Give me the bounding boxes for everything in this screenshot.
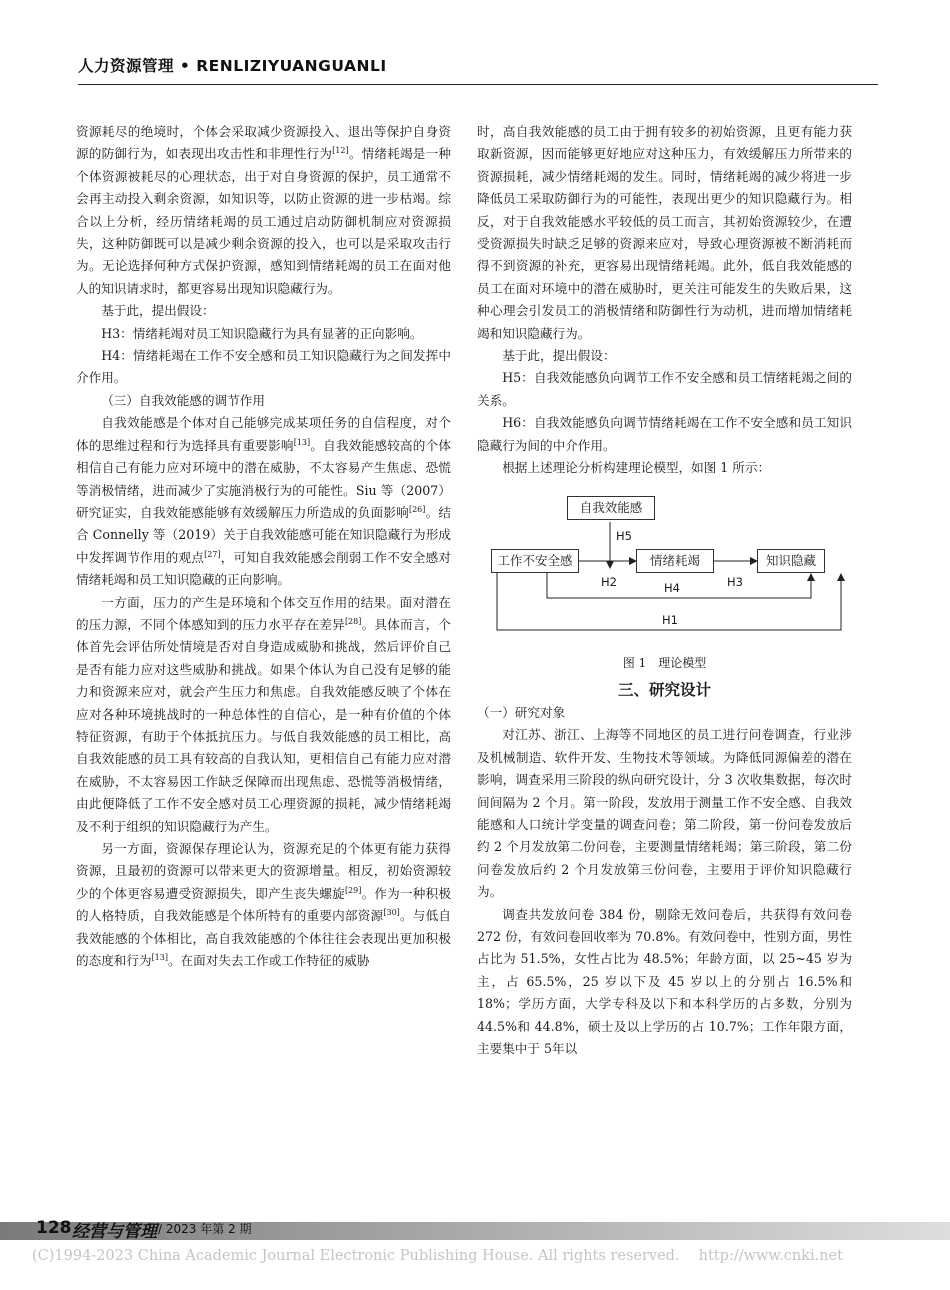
journal-name: 经营与管理: [72, 1222, 157, 1242]
node-job-insecurity: 工作不安全感: [491, 549, 579, 573]
hypothesis-h5: H5：自我效能感负向调节工作不安全感和员工情绪耗竭之间的关系。: [477, 370, 852, 408]
text: 。与低自我效能感的个体相比，高自我效能感的个体往往会表现出更加积极的态度和行为: [76, 908, 451, 969]
text: 。作为一种积极的人格特质，自我效能感是个体所特有的重要内部资源: [76, 885, 451, 924]
label-h1: H1: [662, 612, 678, 627]
label-h5: H5: [616, 528, 632, 543]
subsection-heading: （三）自我效能感的调节作用: [101, 392, 265, 408]
label-h3: H3: [727, 574, 743, 589]
text: 自我效能感是个体对自己能够完成某项任务的自信程度，对个体的思维过程和行为选择具有重要影响: [76, 415, 451, 453]
text: 资源耗尽的绝境时，个体会采取减少资源投入、退出等保护自身资源的防御行为，如表现出攻击性和非理性行为: [76, 124, 451, 162]
paragraph: [76, 412, 451, 591]
citation: [27]: [204, 549, 221, 559]
paragraph: 对江苏、浙江、上海等不同地区的员工进行问卷调查，行业涉及机械制造、软件开发、生物技术等领域。为降低同源偏差的潜在影响，调查采用三阶段的纵向研究设计，分 3 次收集数据，每次时间间隔为 2 个月。第一阶段，发放用于测量工作不安全感、自我效能感和人口统计学变量的调查问卷；第二阶段，第一份问卷发放后约 2 个月发放第二份问卷，主要测量情绪耗竭；第三阶段，第二份问卷发放后约 2 个月发放第三份问卷，主要用于评价知识隐藏行为。: [477, 727, 852, 900]
label-h4: H4: [664, 580, 680, 595]
citation: [28]: [344, 616, 362, 626]
page-footer: [0, 1218, 950, 1290]
theory-model-figure: [477, 486, 852, 646]
text: 另一方面，资源保存理论认为，资源充足的个体更有能力获得资源，且最初的资源可以带来更大的资源增量。相反，初始资源较少的个体更容易遭受资源损失，即产生丧失螺旋: [76, 841, 451, 901]
text: 。情绪耗竭是一种个体资源被耗尽的心理状态，出于对自身资源的保护，员工通常不会再主动投入剩余资源，如知识等，以防止资源的进一步枯竭。综合以上分析，经历情绪耗竭的员工通过启动防御机制应对资源损失，这种防御既可以是减少剩余资源的投入，也可以是采取攻击行为。无论选择何种方式保护资源，感知到情绪耗竭的员工在面对他人的知识请求时，都更容易出现知识隐藏行为。: [76, 146, 451, 296]
text: ，可知自我效能感会削弱工作不安全感对情绪耗竭和员工知识隐藏的正向影响。: [76, 549, 451, 588]
paragraph: 基于此，提出假设：: [502, 348, 616, 364]
label-h2: H2: [601, 574, 617, 589]
node-emotional-exhaustion: 情绪耗竭: [636, 549, 714, 573]
left-column: [76, 121, 451, 1191]
figure-caption: 图 1 理论模型: [622, 655, 707, 670]
hypothesis-h3: H3：情绪耗竭对员工知识隐藏行为具有显著的正向影响。: [101, 325, 423, 341]
node-knowledge-hiding: 知识隐藏: [757, 549, 825, 573]
issue-info: / 2023 年第 2 期: [158, 1222, 252, 1236]
paragraph: [76, 592, 451, 838]
section-heading: 三、研究设计: [617, 680, 711, 699]
paragraph: 基于此，提出假设：: [101, 303, 215, 319]
running-header: [78, 54, 878, 82]
citation: [29]: [344, 885, 362, 895]
paragraph: [76, 838, 451, 972]
citation: [12]: [332, 146, 349, 156]
running-header-title: 人力资源管理 • RENLIZIYUANGUANLI: [78, 57, 387, 75]
citation: [30]: [383, 908, 400, 918]
paragraph: 根据上述理论分析构建理论模型，如图 1 所示：: [502, 460, 771, 476]
paragraph: [76, 121, 451, 300]
text: 。结合 Connelly 等（2019）关于自我效能感可能在知识隐藏行为形成中发挥调节作用的观点: [76, 504, 451, 565]
citation: [26]: [408, 504, 426, 514]
paragraph: 调查共发放问卷 384 份，剔除无效问卷后，共获得有效问卷 272 份，有效问卷回收率为 70.8%。有效问卷中，性别方面，男性占比为 51.5%，女性占比为 48.5%；年龄方面，以 25~45 岁为主，占 65.5%，25 岁以下及 45 岁以上的分别占 16.5%和 18%；学历方面，大学专科及以下和本科学历的占多数，分别为 44.5%和 44.8%，硕士及以上学历的占 10.7%；工作年限方面，主要集中于 5年以: [477, 906, 852, 1056]
paragraph: 时，高自我效能感的员工由于拥有较多的初始资源，且更有能力获取新资源，因而能够更好地应对这种压力，有效缓解压力所带来的资源损耗，减少情绪耗竭的发生。同时，情绪耗竭的减少将进一步降低员工采取防御行为的可能性，表现出更少的知识隐藏行为。相反，对于自我效能感水平较低的员工而言，其初始资源较少，在遭受资源损失时缺乏足够的资源来应对，导致心理资源被不断消耗而得不到资源的补充，更容易出现情绪耗竭。此外，低自我效能感的员工在面对环境中的潜在威胁时，更关注可能发生的失败后果，这种心理会引发员工的消极情绪和防御性行为动机，进而增加情绪耗竭和知识隐藏行为。: [477, 124, 852, 341]
page-number: 128: [36, 1218, 72, 1238]
hypothesis-h6: H6：自我效能感负向调节情绪耗竭在工作不安全感和员工知识隐藏行为间的中介作用。: [477, 415, 852, 453]
header-rule: [78, 84, 878, 85]
text: 。在面对失去工作或工作特征的威胁: [167, 953, 370, 969]
copyright-notice: (C)1994-2023 China Academic Journal Electronic Publishing House. All rights reserved. http://www.cnki.net: [32, 1248, 843, 1264]
hypothesis-h4: H4：情绪耗竭在工作不安全感和员工知识隐藏行为之间发挥中介作用。: [76, 348, 451, 386]
citation: [13]: [293, 437, 311, 447]
right-column: [477, 121, 852, 1191]
subsection-heading: （一）研究对象: [477, 704, 566, 720]
citation: [13]: [151, 952, 168, 962]
text: 。具体而言，个体首先会评估所处情境是否对自身造成威胁和挑战，然后评价自己是否有能力应对这些威胁和挑战。如果个体认为自己没有足够的能力和资源来应对，就会产生压力和焦虑。自我效能感反映了个体在应对各种环境挑战时的一种总体性的自信心，是一种有价值的个体特征资源，有助于个体抵抗压力。与低自我效能感的员工相比，高自我效能感的员工具有较高的自我认知，更相信自己有能力应对潜在威胁，不太容易因工作缺乏保障而出现焦虑、恐慌等消极情绪，由此便降低了工作不安全感对员工心理资源的损耗，减少情绪耗竭及不利于组织的知识隐藏行为产生。: [76, 616, 451, 834]
text: 一方面，压力的产生是环境和个体交互作用的结果。面对潜在的压力源，不同个体感知到的压力水平存在差异: [76, 594, 451, 632]
text: 。自我效能感较高的个体相信自己有能力应对环境中的潜在威胁，不太容易产生焦虑、恐慌等消极情绪，进而减少了实施消极行为的可能性。Siu 等（2007）研究证实，自我效能感能够有效缓解压力所造成的负面影响: [76, 437, 451, 520]
node-self-efficacy: 自我效能感: [567, 496, 655, 520]
